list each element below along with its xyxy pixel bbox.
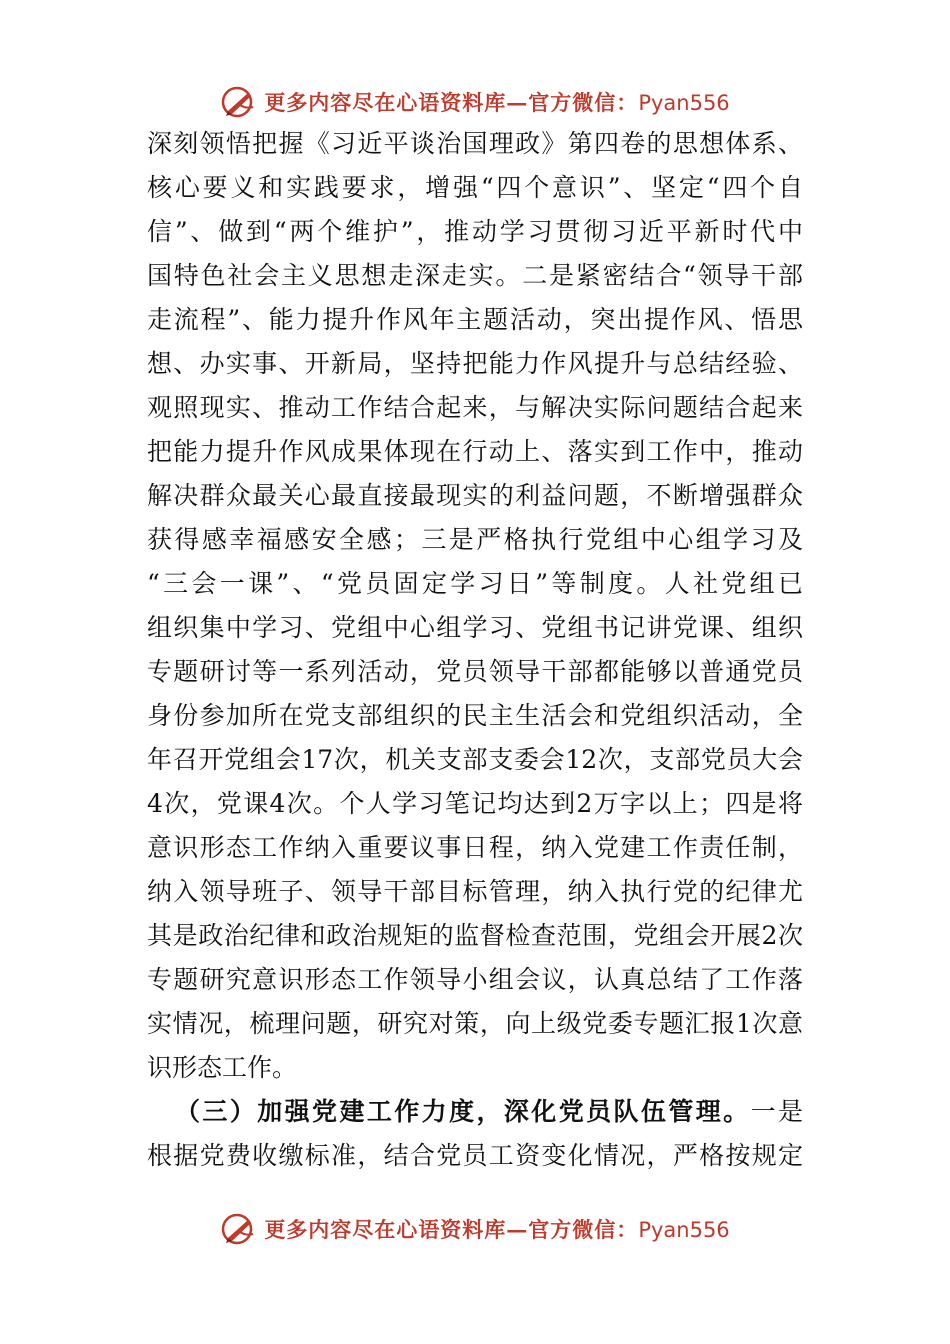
pen-logo-icon <box>220 85 258 119</box>
text-line: 识形态工作。 <box>147 1053 298 1082</box>
text-line: 意识形态工作纳入重要议事日程，纳入党建工作责任制， <box>147 833 803 862</box>
watermark-banner-top <box>0 82 950 122</box>
text-line: 其是政治纪律和政治规矩的监督检查范围，党组会开展2次 <box>147 921 803 950</box>
text-line: 实情况，梳理问题，研究对策，向上级党委专题汇报1次意 <box>147 1009 803 1038</box>
text-line: 4次，党课4次。个人学习笔记均达到2万字以上；四是将 <box>147 789 803 818</box>
text-line: “三会一课”、“党员固定学习日”等制度。人社党组已 <box>147 569 803 598</box>
text-line: 专题研究意识形态工作领导小组会议，认真总结了工作落 <box>147 965 803 994</box>
watermark-text: 更多内容尽在心语资料库—官方微信：Pyan556 <box>264 1217 730 1242</box>
text-line: 国特色社会主义思想走深走实。二是紧密结合“领导干部 <box>147 261 803 290</box>
text-line: 把能力提升作风成果体现在行动上、落实到工作中，推动 <box>147 437 803 466</box>
text-line: 组织集中学习、党组中心组学习、党组书记讲党课、组织 <box>147 613 803 642</box>
text-line: 根据党费收缴标准，结合党员工资变化情况，严格按规定 <box>147 1141 803 1170</box>
text-line: 想、办实事、开新局，坚持把能力作风提升与总结经验、 <box>147 349 803 378</box>
document-body <box>147 122 803 1178</box>
text-line: 年召开党组会17次，机关支部支委会12次，支部党员大会 <box>147 745 803 774</box>
pen-logo-icon <box>220 1212 258 1246</box>
text-line: 核心要义和实践要求，增强“四个意识”、坚定“四个自 <box>147 173 803 202</box>
text-line: 解决群众最关心最直接最现实的利益问题，不断增强群众 <box>147 481 803 510</box>
text-line: 深刻领悟把握《习近平谈治国理政》第四卷的思想体系、 <box>147 129 803 158</box>
text-line: 获得感幸福感安全感；三是严格执行党组中心组学习及 <box>147 525 803 554</box>
section-heading-tail: 一是 <box>750 1097 803 1126</box>
text-line: 观照现实、推动工作结合起来，与解决实际问题结合起来 <box>147 393 803 422</box>
text-line: 信”、做到“两个维护”，推动学习贯彻习近平新时代中 <box>147 217 803 246</box>
text-line: 专题研讨等一系列活动，党员领导干部都能够以普通党员 <box>147 657 803 686</box>
section-heading: （三）加强党建工作力度，深化党员队伍管理。 <box>175 1097 751 1126</box>
text-line: 身份参加所在党支部组织的民主生活会和党组织活动，全 <box>147 701 803 730</box>
section-heading-line <box>147 1090 803 1134</box>
watermark-banner-bottom <box>0 1209 950 1249</box>
text-line: 走流程”、能力提升作风年主题活动，突出提作风、悟思 <box>147 305 803 334</box>
watermark-text: 更多内容尽在心语资料库—官方微信：Pyan556 <box>264 90 730 115</box>
text-line: 纳入领导班子、领导干部目标管理，纳入执行党的纪律尤 <box>147 877 803 906</box>
